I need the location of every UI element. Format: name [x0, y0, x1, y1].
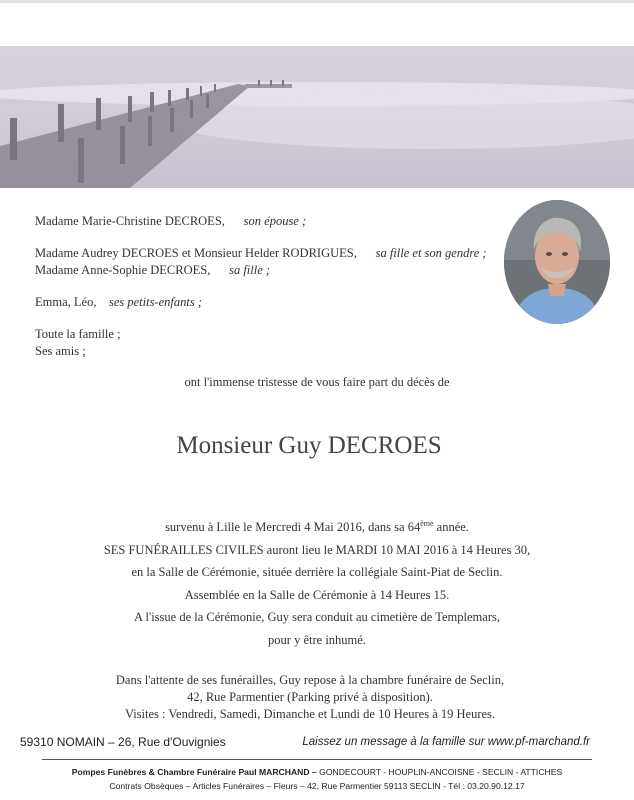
mourner-role: ses petits-enfants ; — [108, 295, 202, 309]
deceased-name: Monsieur Guy DECROES — [176, 432, 442, 459]
footer-divider — [42, 759, 592, 760]
mourner-name: Madame Anne-Sophie DECROES, — [35, 263, 211, 277]
death-age-suffix: année. — [433, 520, 469, 535]
mourner-name: Madame Audrey DECROES et Monsieur Helder RODRIGUES, — [35, 246, 357, 260]
vigil-location-line: Dans l'attente de ses funérailles, Guy repose à la chambre funéraire de Seclin, — [115, 673, 505, 687]
assembly-time-line: Assemblée en la Salle de Cérémonie à 14 Heures 15. — [184, 587, 450, 602]
family-address: 59310 NOMAIN – 26, Rue d'Ouvignies — [20, 735, 226, 749]
mourner-daughter-son-in-law — [35, 245, 487, 262]
mourner-friends — [35, 343, 487, 360]
ceremony-location-line: en la Salle de Cérémonie, située derrière la collégiale Saint-Piat de Seclin. — [131, 565, 503, 580]
pier-illustration — [0, 46, 634, 188]
death-date-text: survenu à Lille le Mercredi 4 Mai 2016, dans sa 64 — [165, 520, 421, 535]
funeral-home-info — [0, 765, 634, 793]
death-notice-line — [0, 513, 634, 539]
funeral-home-locations: GONDECOURT - HOUPLIN-ANCOISNE - SECLIN - ATTICHES — [316, 767, 563, 777]
mourner-name: Madame Marie-Christine DECROES, — [35, 214, 225, 228]
vigil-visits-line: Visites : Vendredi, Samedi, Dimanche et Lundi de 10 Heures à 19 Heures. — [124, 707, 496, 721]
funeral-home-name: Pompes Funèbres & Chambre Funéraire Paul MARCHAND – — [71, 767, 317, 777]
pier-end — [245, 84, 292, 88]
vigil-address-line: 42, Rue Parmentier (Parking privé à disposition). — [187, 690, 433, 704]
funeral-details — [0, 513, 634, 651]
guestbook-link[interactable]: Laissez un message à la famille sur www.pf-marchand.fr — [302, 736, 590, 748]
funeral-home-name-line — [0, 765, 634, 779]
mourner-grandchildren — [35, 294, 487, 311]
mourner-name: Toute la famille ; — [35, 327, 121, 341]
mourner-role: son épouse ; — [243, 214, 307, 228]
top-border — [0, 0, 634, 3]
announcement-intro: ont l'immense tristesse de vous faire part du décès de — [184, 375, 450, 389]
mourner-name: Ses amis ; — [35, 344, 86, 358]
vigil-info — [0, 672, 620, 723]
mourner-family — [35, 326, 487, 343]
banner-image — [0, 46, 634, 188]
burial-line: pour y être inhumé. — [268, 632, 366, 647]
mourner-daughter — [35, 262, 487, 279]
mourner-role: sa fille ; — [229, 263, 271, 277]
mourners-list — [35, 213, 487, 360]
portrait-illustration — [504, 200, 610, 324]
mourner-spouse — [35, 213, 487, 230]
burial-location-line: A l'issue de la Cérémonie, Guy sera conduit au cimetière de Templemars, — [134, 610, 500, 625]
ordinal-suffix: ème — [420, 519, 434, 528]
mourner-name: Emma, Léo, — [35, 295, 97, 309]
portrait-photo — [504, 200, 610, 324]
funeral-home-services: Contrats Obsèques – Articles Funéraires – Fleurs – 42, Rue Parmentier 59113 SECLIN - Tél : 03.20.90.12.17 — [109, 781, 525, 791]
funeral-date-line: SES FUNÉRAILLES CIVILES auront lieu le MARDI 10 MAI 2016 à 14 Heures 30, — [103, 542, 531, 557]
mourner-role: sa fille et son gendre ; — [375, 246, 487, 260]
